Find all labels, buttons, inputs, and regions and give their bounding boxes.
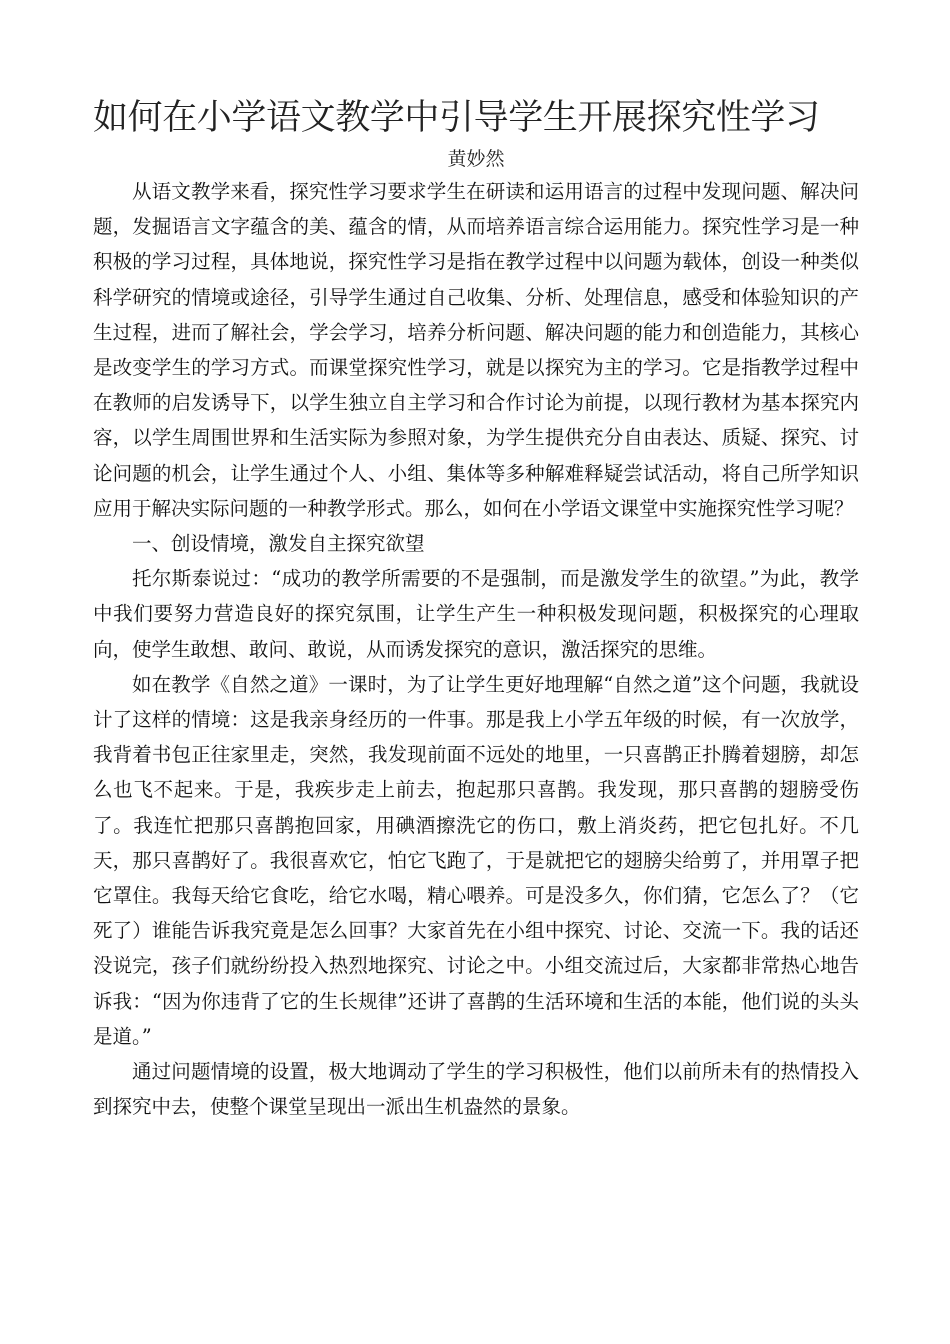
- document-title: 如何在小学语文教学中引导学生开展探究性学习: [93, 98, 820, 138]
- document-author: 黄妙然: [447, 148, 505, 170]
- paragraph-example: 如在教学《自然之道》一课时，为了让学生更好地理解“自然之道”这个问题，我就设计了这样的情境：这是我亲身经历的一件事。那是我上小学五年级的时候，有一次放学，我背着书包正往家里走，突然，我发现前面不远处的地里，一只喜鹊正扑腾着翅膀，却怎么也飞不起来。于是，我疾步走上前去，抱起那只喜鹊。我发现，那只喜鹊的翅膀受伤了。我连忙把那只喜鹊抱回家，用碘酒擦洗它的伤口，敷上消炎药，把它包扎好。不几天，那只喜鹊好了。我很喜欢它，怕它飞跑了，于是就把它的翅膀尖给剪了，并用罩子把它罩住。我每天给它食吃，给它水喝，精心喂养。可是没多久，你们猜，它怎么了？（它死了）谁能告诉我究竟是怎么回事？大家首先在小组中探究、讨论、交流一下。我的话还没说完，孩子们就纷纷投入热烈地探究、讨论之中。小组交流过后，大家都非常热心地告诉我：“因为你违背了它的生长规律”还讲了喜鹊的生活环境和生活的本能，他们说的头头是道。”: [93, 672, 859, 1048]
- paragraph-conclusion: 通过问题情境的设置，极大地调动了学生的学习积极性，他们以前所未有的热情投入到探究中去，使整个课堂呈现出一派出生机盎然的景象。: [93, 1060, 859, 1119]
- paragraph-tolstoy-quote: 托尔斯泰说过：“成功的教学所需要的不是强制，而是激发学生的欲望。”为此，教学中我们要努力营造良好的探究氛围，让学生产生一种积极发现问题，积极探究的心理取向，使学生敢想、敢问、敢说，从而诱发探究的意识，激活探究的思维。: [93, 567, 859, 661]
- paragraph-intro: 从语文教学来看，探究性学习要求学生在研读和运用语言的过程中发现问题、解决问题，发掘语言文字蕴含的美、蕴含的情，从而培养语言综合运用能力。探究性学习是一种积极的学习过程，具体地说，探究性学习是指在教学过程中以问题为载体，创设一种类似科学研究的情境或途径，引导学生通过自己收集、分析、处理信息，感受和体验知识的产生过程，进而了解社会，学会学习，培养分析问题、解决问题的能力和创造能力，其核心是改变学生的学习方式。而课堂探究性学习，就是以探究为主的学习。它是指教学过程中在教师的启发诱导下，以学生独立自主学习和合作讨论为前提，以现行教材为基本探究内容，以学生周围世界和生活实际为参照对象，为学生提供充分自由表达、质疑、探究、讨论问题的机会，让学生通过个人、小组、集体等多种解难释疑尝试活动，将自己所学知识应用于解决实际问题的一种教学形式。那么，如何在小学语文课堂中实施探究性学习呢？: [93, 180, 859, 520]
- section-heading-1: 一、创设情境，激发自主探究欲望: [132, 532, 425, 556]
- document-page: [93, 92, 859, 1124]
